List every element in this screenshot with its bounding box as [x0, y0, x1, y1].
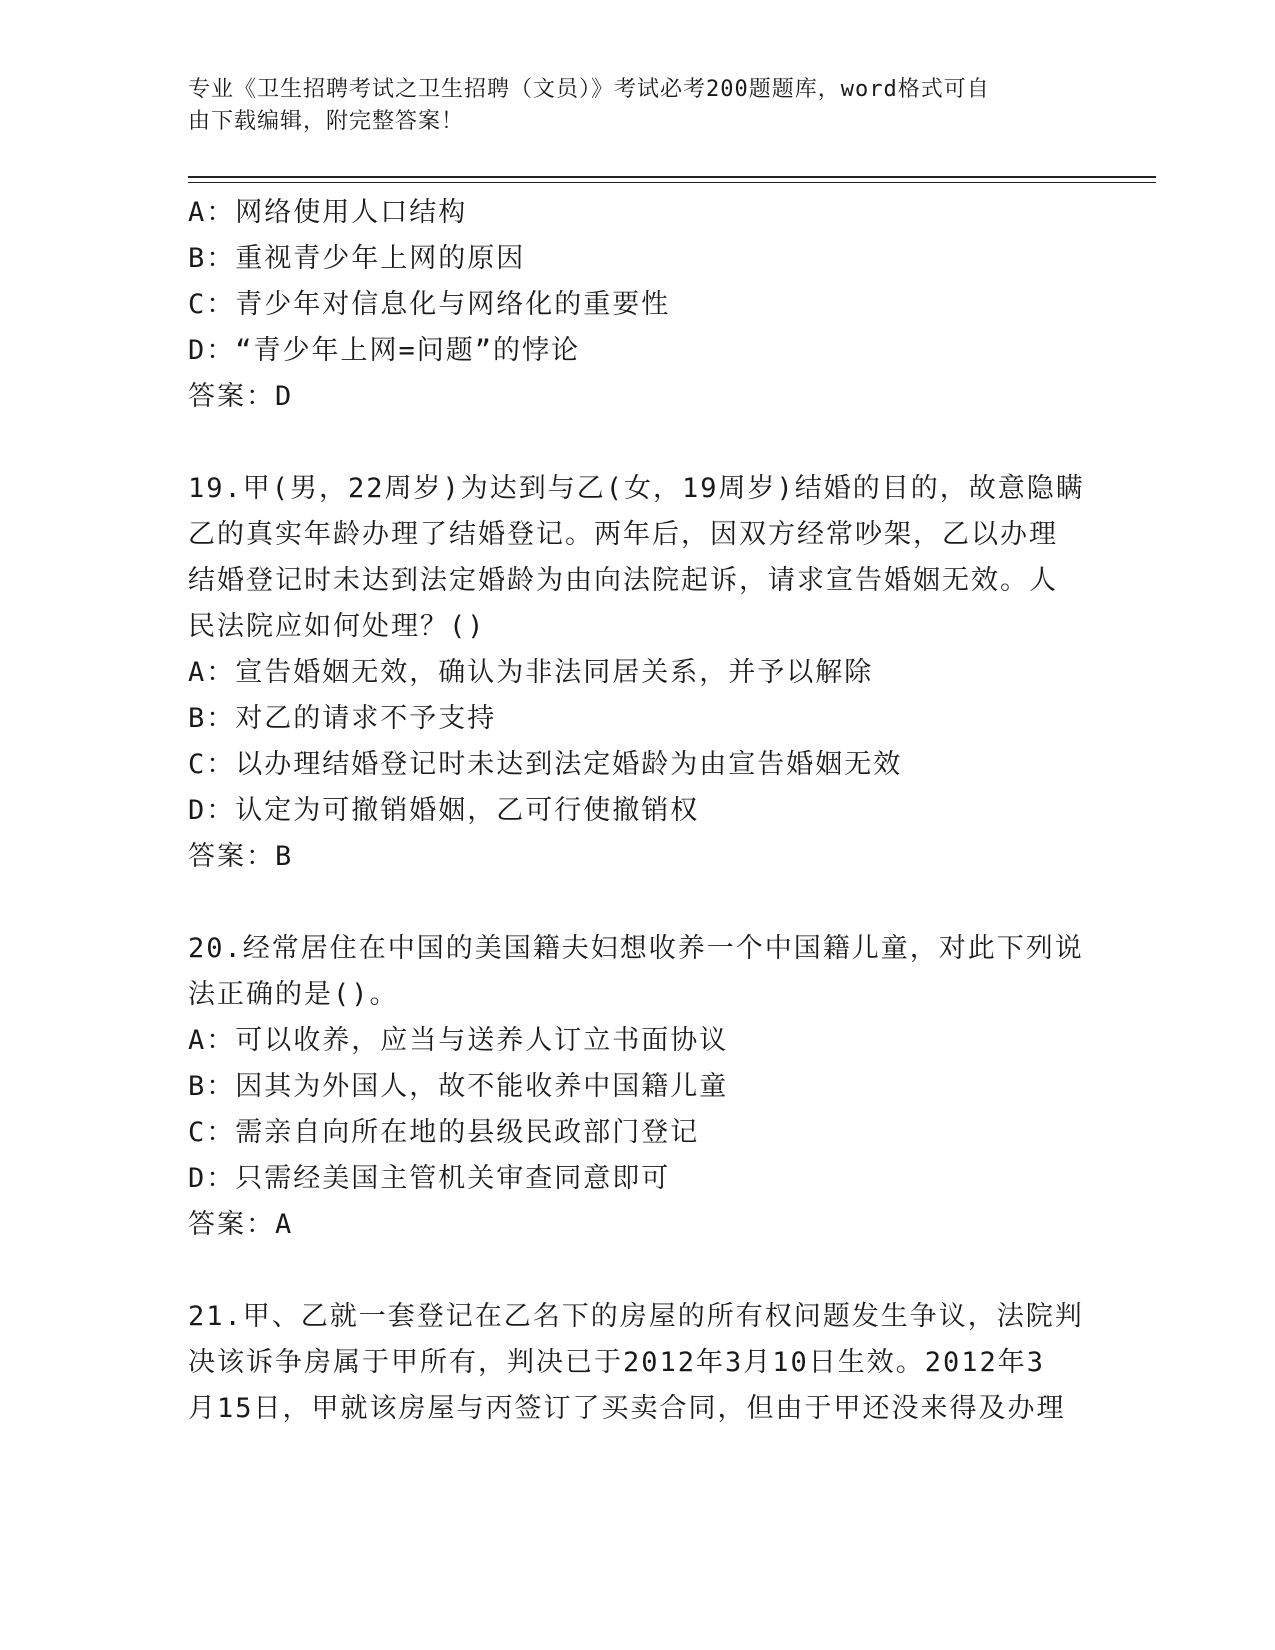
question-text-line: 21.甲、乙就一套登记在乙名下的房屋的所有权问题发生争议，法院判 — [188, 1301, 1084, 1332]
option-b: B：重视青少年上网的原因 — [188, 243, 526, 274]
answer-line: 答案：A — [188, 1209, 294, 1240]
option-a: A：宣告婚姻无效，确认为非法同居关系，并予以解除 — [188, 657, 874, 688]
question-text-line: 结婚登记时未达到法定婚龄为由向法院起诉，请求宣告婚姻无效。人 — [188, 565, 1058, 596]
document-header — [188, 74, 1088, 138]
option-a: A：网络使用人口结构 — [188, 197, 468, 228]
answer-line: 答案：D — [188, 381, 294, 412]
question-text-line: 决该诉争房属于甲所有，判决已于2012年3月10日生效。2012年3 — [188, 1347, 1046, 1378]
question-text-line: 法正确的是()。 — [188, 979, 399, 1010]
question-block — [188, 1294, 1088, 1432]
question-text-line: 20.经常居住在中国的美国籍夫妇想收养一个中国籍儿童，对此下列说 — [188, 933, 1084, 964]
option-d: D：认定为可撤销婚姻，乙可行使撤销权 — [188, 795, 700, 826]
header-divider — [188, 176, 1156, 183]
option-c: C：以办理结婚登记时未达到法定婚龄为由宣告婚姻无效 — [188, 749, 903, 780]
option-d: D：只需经美国主管机关审查同意即可 — [188, 1163, 671, 1194]
option-b: B：因其为外国人，故不能收养中国籍儿童 — [188, 1071, 729, 1102]
question-list — [188, 190, 1088, 1432]
answer-line: 答案：B — [188, 841, 294, 872]
option-d: D：“青少年上网=问题”的悖论 — [188, 335, 581, 366]
option-a: A：可以收养，应当与送养人订立书面协议 — [188, 1025, 729, 1056]
question-text-line: 民法院应如何处理？() — [188, 611, 486, 642]
question-text-line: 月15日，甲就该房屋与丙签订了买卖合同，但由于甲还没来得及办理 — [188, 1393, 1066, 1424]
question-block — [188, 926, 1088, 1248]
question-block — [188, 190, 1088, 420]
option-c: C：需亲自向所在地的县级民政部门登记 — [188, 1117, 700, 1148]
option-c: C：青少年对信息化与网络化的重要性 — [188, 289, 671, 320]
question-text-line: 19.甲(男，22周岁)为达到与乙(女，19周岁)结婚的目的，故意隐瞒 — [188, 473, 1085, 504]
question-text-line: 乙的真实年龄办理了结婚登记。两年后，因双方经常吵架，乙以办理 — [188, 519, 1058, 550]
header-text-line: 由下载编辑，附完整答案！ — [188, 109, 465, 134]
question-block — [188, 466, 1088, 880]
header-text-line: 专业《卫生招聘考试之卫生招聘（文员）》考试必考200题题库，word格式可自 — [188, 77, 990, 102]
option-b: B：对乙的请求不予支持 — [188, 703, 497, 734]
